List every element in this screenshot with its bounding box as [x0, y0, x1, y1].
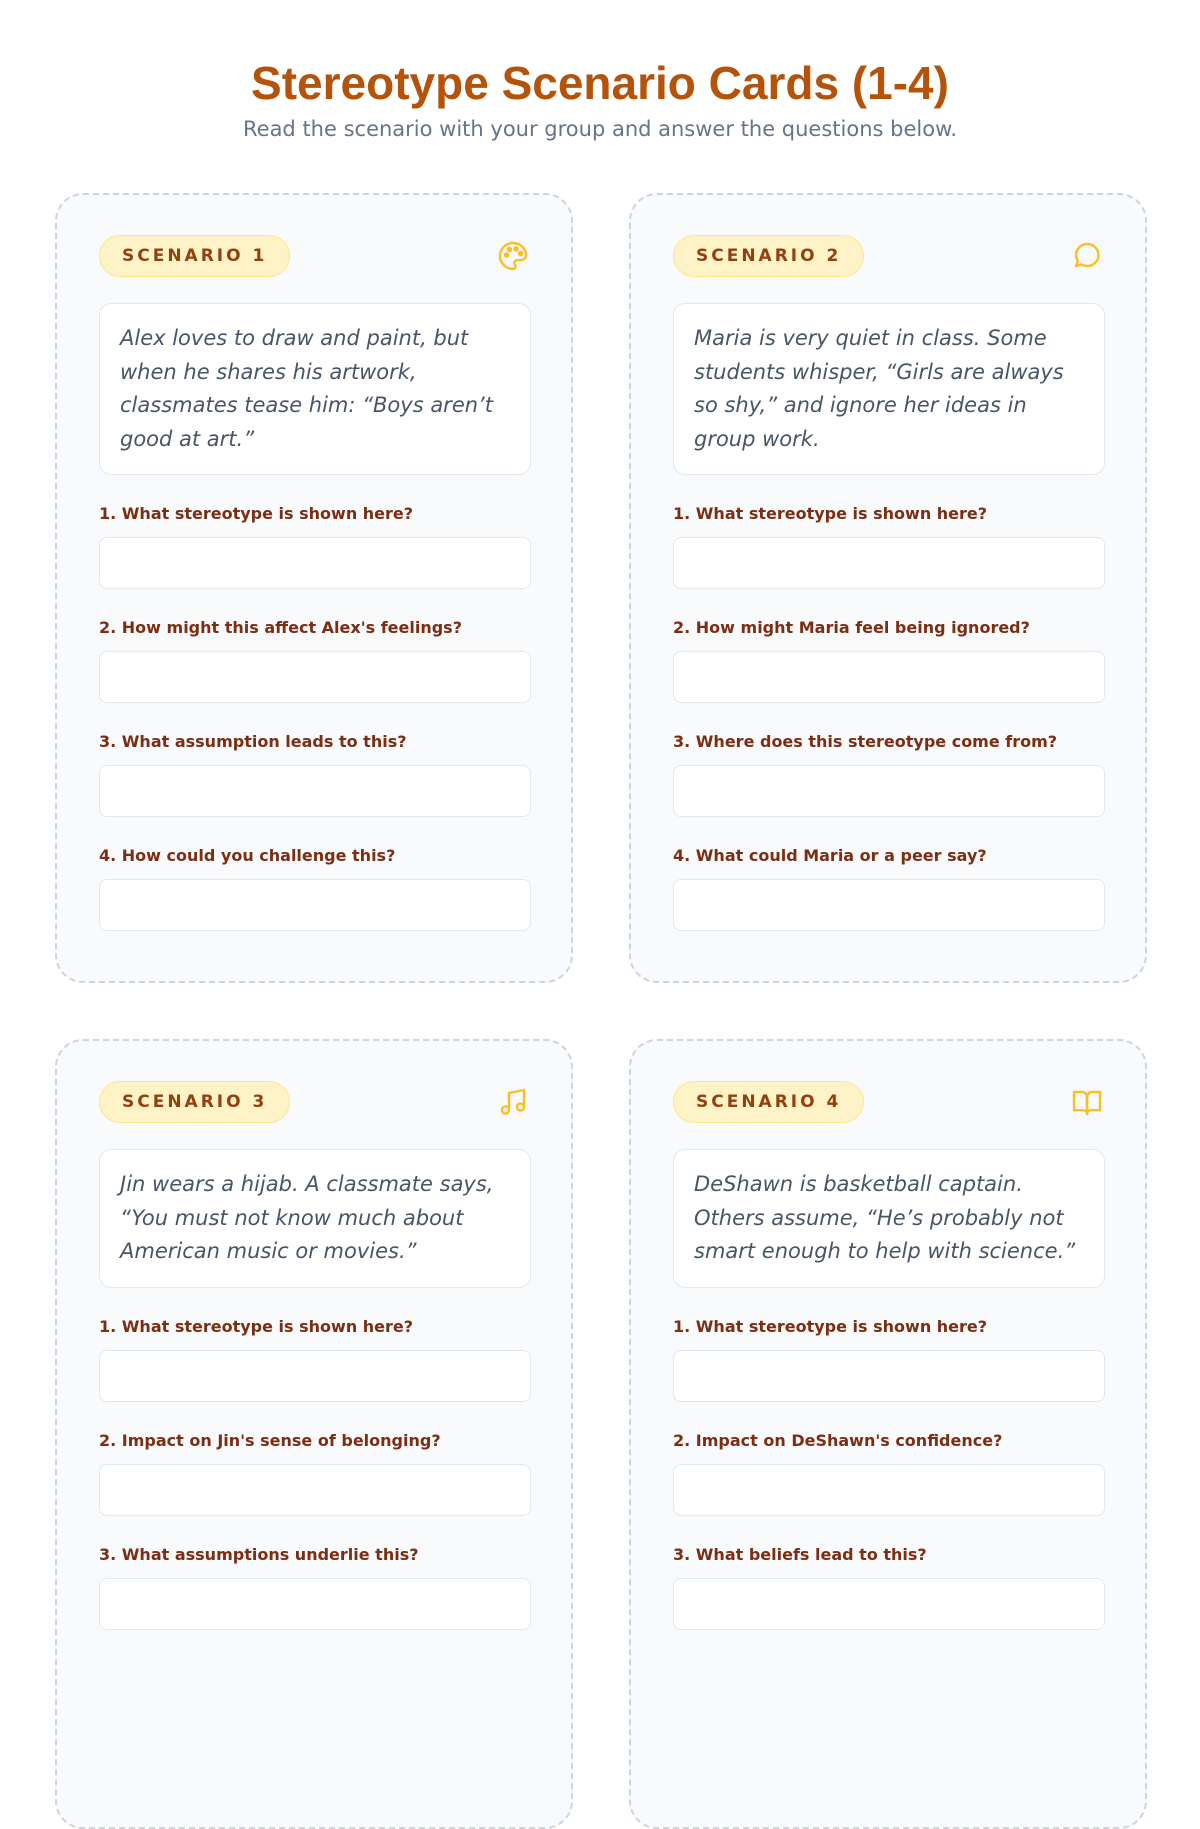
scenario-badge: SCENARIO 3: [99, 1081, 290, 1123]
answer-input[interactable]: [673, 1464, 1105, 1516]
scenario-card-3: [55, 1039, 573, 1829]
question-3: [99, 1544, 529, 1630]
question-label: 4. What could Maria or a peer say?: [673, 846, 987, 865]
scenario-badge: SCENARIO 2: [673, 235, 864, 277]
question-label: 1. What stereotype is shown here?: [99, 504, 414, 523]
scenario-card-2: [629, 193, 1147, 983]
scenario-card-4: [629, 1039, 1147, 1829]
question-1: [99, 1316, 529, 1402]
question-label: 2. How might this affect Alex's feelings?: [99, 618, 462, 637]
question-label: 3. What assumptions underlie this?: [99, 1544, 419, 1564]
scenario-text: DeShawn is basketball captain. Others assume, “He’s probably not smart enough to help with science.”: [673, 1149, 1105, 1288]
question-3: [673, 1544, 1103, 1630]
answer-input[interactable]: [99, 879, 531, 931]
question-label: 2. Impact on DeShawn's confidence?: [673, 1430, 1003, 1450]
question-2: [673, 1430, 1103, 1516]
scenario-card-1: [55, 193, 573, 983]
question-1: [673, 503, 1103, 589]
open-book-icon: [1071, 1086, 1103, 1118]
question-label: 1. What stereotype is shown here?: [99, 1316, 414, 1336]
scenario-badge: SCENARIO 1: [99, 235, 290, 277]
question-label: 3. What beliefs lead to this?: [673, 1544, 927, 1564]
answer-input[interactable]: [99, 765, 531, 817]
music-note-icon: [497, 1086, 529, 1118]
question-3: [99, 731, 529, 817]
answer-input[interactable]: [99, 537, 531, 589]
scenario-text: Jin wears a hijab. A classmate says, “You must not know much about American music or movies.”: [99, 1149, 531, 1288]
page-header: [0, 52, 1200, 144]
question-1: [99, 503, 529, 589]
question-3: [673, 731, 1103, 817]
page-subtitle: Read the scenario with your group and answer the questions below.: [243, 117, 957, 141]
answer-input[interactable]: [99, 1464, 531, 1516]
question-4: [99, 845, 529, 931]
question-label: 1. What stereotype is shown here?: [673, 1316, 988, 1336]
question-2: [99, 617, 529, 703]
answer-input[interactable]: [99, 1578, 531, 1630]
question-label: 3. Where does this stereotype come from?: [673, 732, 1058, 751]
question-4: [673, 845, 1103, 931]
speech-bubble-icon: [1071, 240, 1103, 272]
question-1: [673, 1316, 1103, 1402]
answer-input[interactable]: [673, 537, 1105, 589]
answer-input[interactable]: [673, 651, 1105, 703]
scenario-text: Maria is very quiet in class. Some students whisper, “Girls are always so shy,” and ignore her ideas in group work.: [673, 303, 1105, 475]
question-2: [673, 617, 1103, 703]
card-grid: [55, 193, 1147, 1829]
answer-input[interactable]: [99, 651, 531, 703]
question-2: [99, 1430, 529, 1516]
question-label: 1. What stereotype is shown here?: [673, 504, 988, 523]
question-label: 2. Impact on Jin's sense of belonging?: [99, 1430, 441, 1450]
scenario-text: Alex loves to draw and paint, but when he shares his artwork, classmates tease him: “Boys aren’t good at art.”: [99, 303, 531, 475]
answer-input[interactable]: [673, 1578, 1105, 1630]
question-label: 3. What assumption leads to this?: [99, 732, 407, 751]
question-label: 2. How might Maria feel being ignored?: [673, 618, 1030, 637]
answer-input[interactable]: [99, 1350, 531, 1402]
scenario-badge: SCENARIO 4: [673, 1081, 864, 1123]
page-title: Stereotype Scenario Cards (1-4): [251, 57, 949, 109]
answer-input[interactable]: [673, 1350, 1105, 1402]
palette-icon: [497, 240, 529, 272]
question-label: 4. How could you challenge this?: [99, 846, 396, 865]
answer-input[interactable]: [673, 765, 1105, 817]
answer-input[interactable]: [673, 879, 1105, 931]
